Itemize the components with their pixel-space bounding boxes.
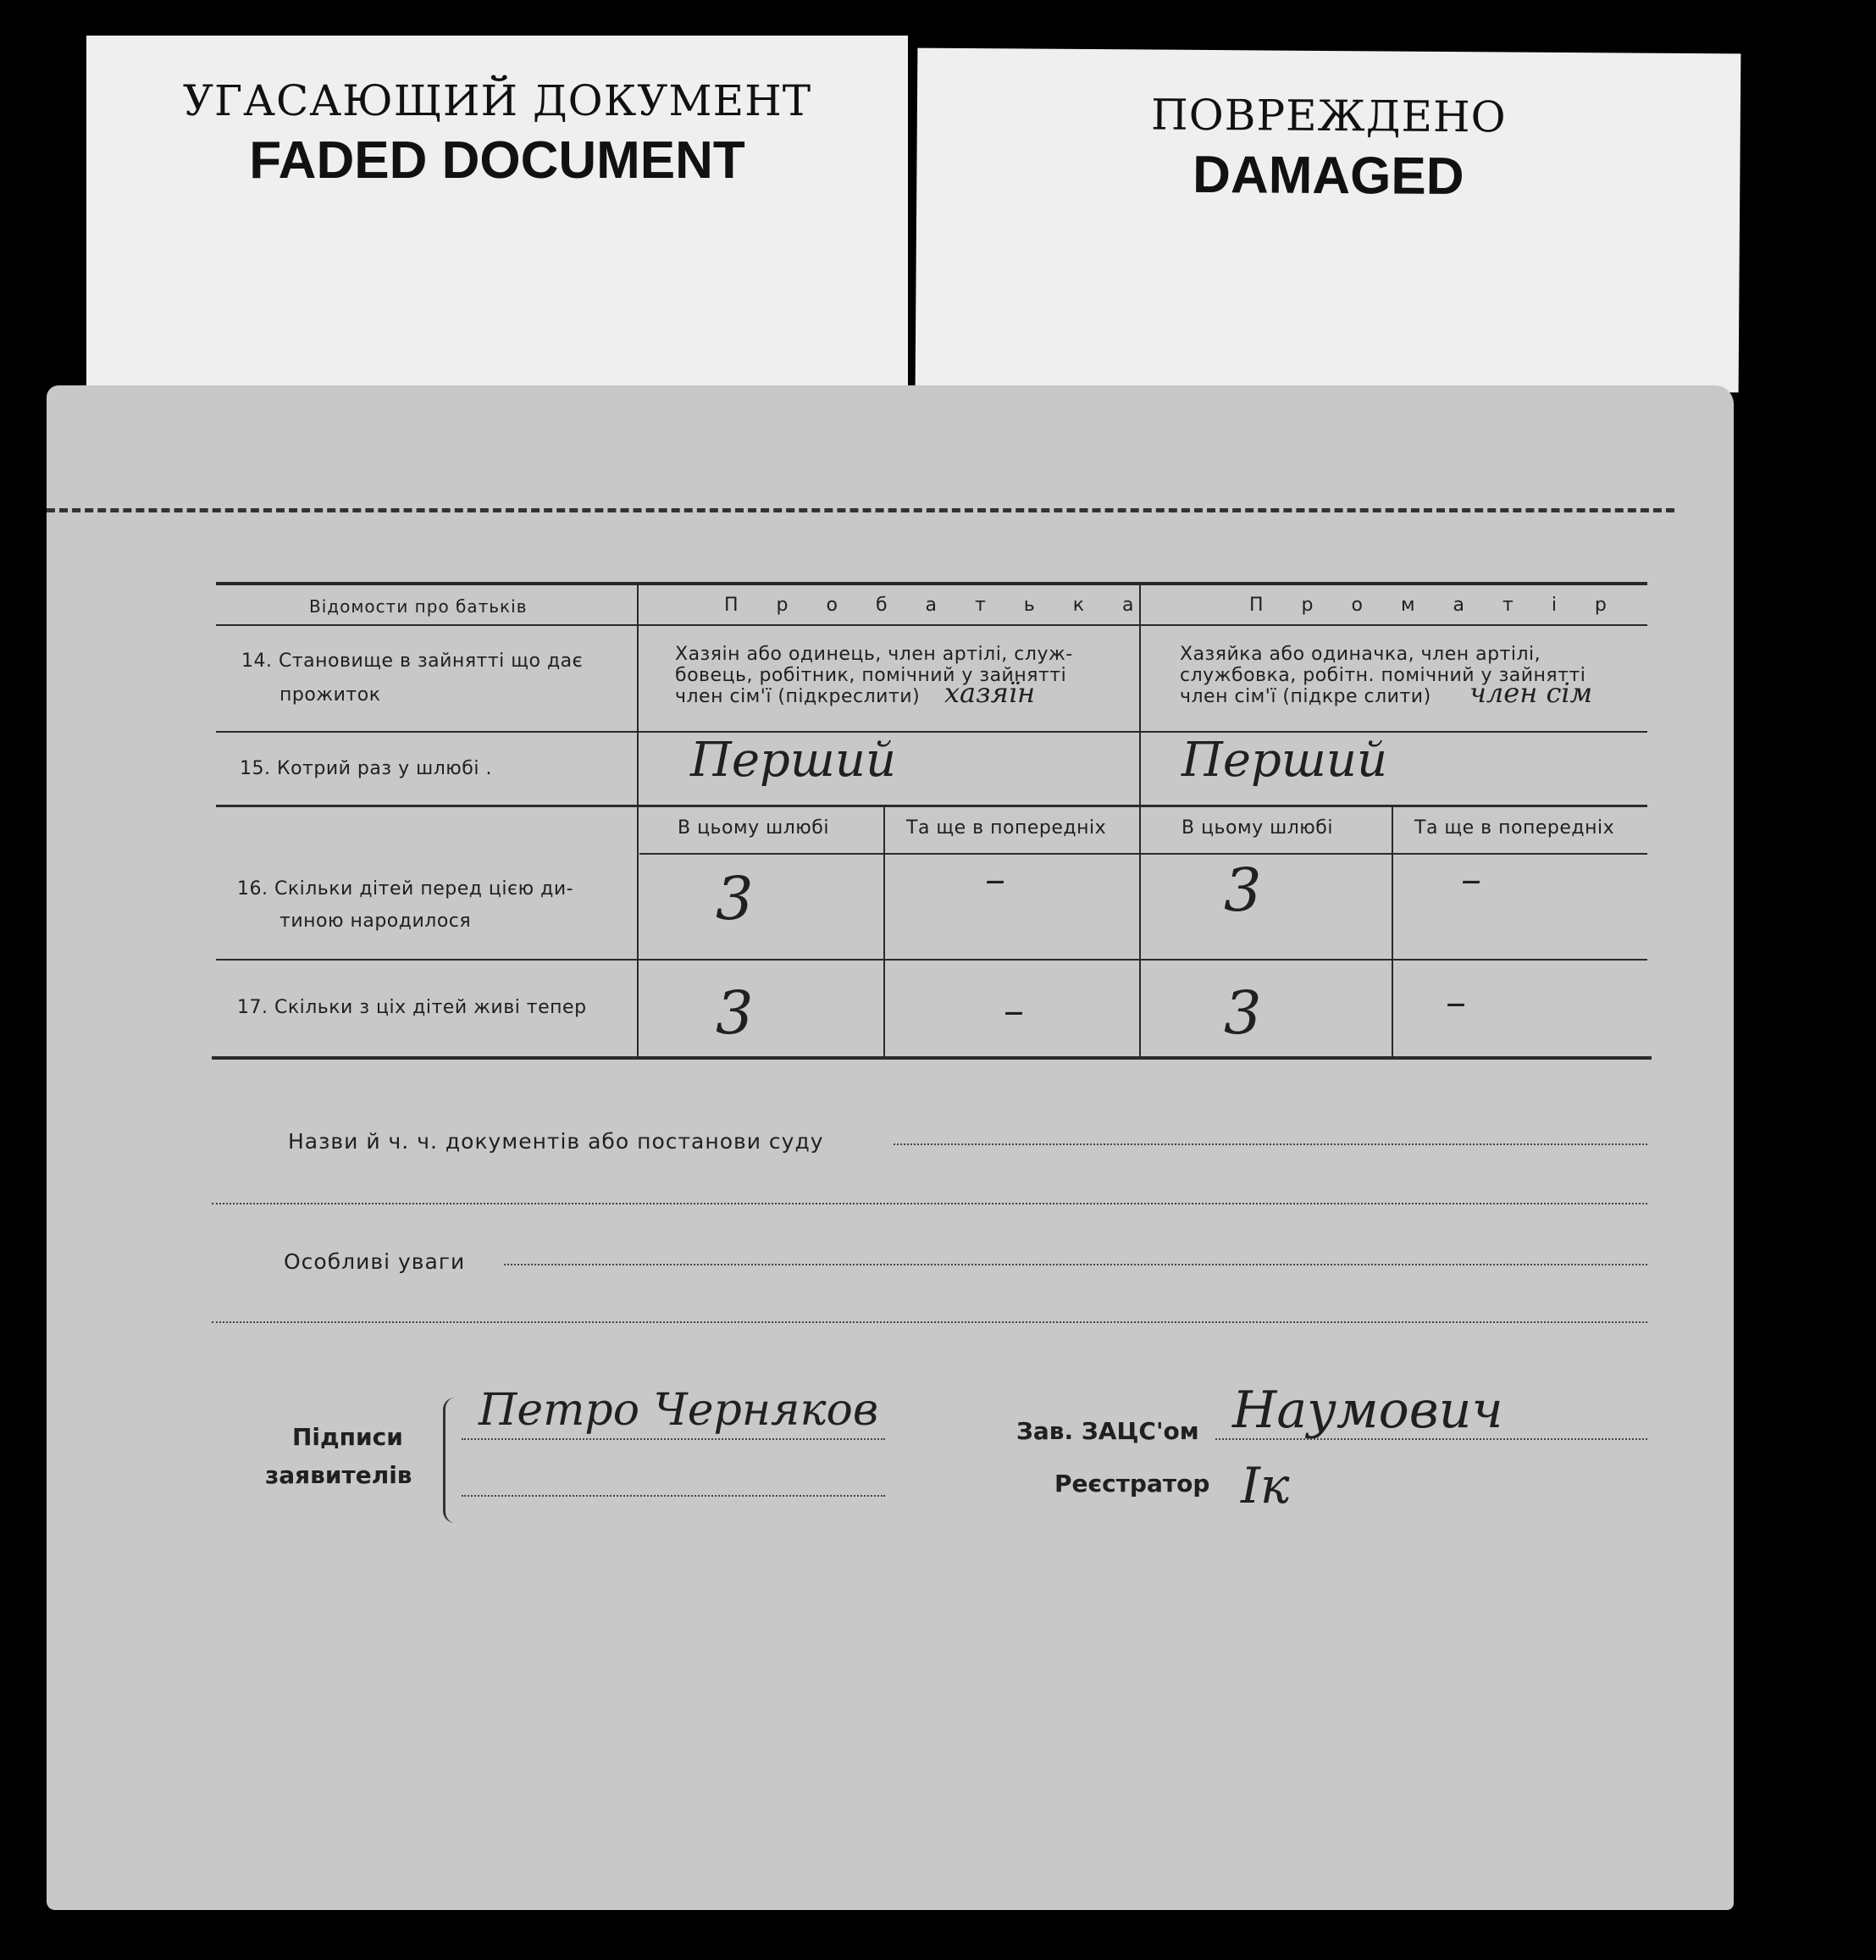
head-signature: Наумович [1232,1381,1503,1440]
row14-label-1: 14. Становище в зайнятті що дає [241,651,584,672]
table-bottom-rule [212,1056,1652,1060]
damaged-card [916,48,1741,393]
remarks-line-2 [212,1321,1647,1323]
row14-father-handwritten: хазяїн [944,677,1036,709]
head-label: Зав. ЗАЦС'ом [1016,1417,1199,1445]
documents-line-1 [894,1143,1647,1145]
row15-rule [216,805,1647,807]
row16-label-2: тиною народилося [279,911,472,932]
perforation-line [47,508,1674,512]
row15-father-handwritten: Перший [690,733,897,788]
row14-father-opts-3: член сім'ї (підкреслити) [675,686,921,707]
header-father: П р о б а т ь к а [724,595,1150,616]
applicant-line-1 [462,1438,885,1440]
row14-mother-opts-1: Хазяйка або одиначка, член артілі, [1180,644,1541,665]
row17-father-current: 3 [716,978,754,1048]
row14-rule [216,731,1647,733]
signatures-label-1: Підписи [292,1423,403,1451]
subheader-father-previous: Та ще в попередніх [906,817,1107,839]
row17-mother-previous: – [1446,978,1466,1026]
documents-line-2 [212,1203,1647,1204]
row16-mother-current: 3 [1224,855,1262,925]
row15-label: 15. Котрий раз у шлюбі . [240,758,492,779]
row16-rule [216,959,1647,961]
row17-mother-current: 3 [1224,978,1262,1048]
faded-document-card [86,36,908,391]
header-mother: П р о м а т і р [1249,595,1623,616]
applicant-signature: Петро Черняков [479,1385,879,1436]
document-sheet [47,385,1734,1910]
header-parents: Відомости про батьків [309,596,528,617]
damaged-label-ru: ПОВРЕЖДЕНО [1150,90,1507,142]
remarks-label: Особливі уваги [284,1249,466,1274]
applicant-line-2 [462,1495,885,1497]
col-divider-3 [883,807,885,1058]
row14-mother-handwritten: член сім [1469,677,1593,709]
row15-mother-handwritten: Перший [1181,733,1388,788]
row14-mother-opts-3: член сім'ї (підкре слити) [1180,686,1431,707]
row17-label: 17. Скільки з ціх дітей живі тепер [237,997,587,1018]
row16-mother-previous: – [1461,855,1481,903]
row14-label-2: прожиток [279,684,381,706]
row14-mother-opts-2: службовка, робітн. помічний у зайнятті [1180,665,1586,686]
row14-father-opts-2: бовець, робітник, помічний у зайнятті [675,665,1067,686]
head-line [1215,1438,1647,1440]
table-top-rule [216,582,1647,585]
col-divider-4 [1392,807,1393,1058]
subheader-mother-current: В цьому шлюбі [1181,817,1333,839]
col-divider-1 [637,584,639,1058]
subheader-rule [639,853,1647,855]
subheader-mother-previous: Та ще в попередніх [1414,817,1615,839]
faded-label-en: FADED DOCUMENT [249,131,745,190]
remarks-line-1 [504,1264,1647,1265]
registrar-label: Реєстратор [1054,1470,1210,1498]
row16-father-previous: – [985,855,1005,903]
row14-father-opts-1: Хазяін або одинець, член артілі, служ- [675,644,1073,665]
registrar-signature: Ік [1241,1457,1290,1514]
row16-label-1: 16. Скільки дітей перед цією ди- [237,878,574,900]
row16-father-current: 3 [716,864,754,933]
faded-label-ru: УГАСАЮЩИЙ ДОКУМЕНТ [182,76,812,125]
header-rule [216,624,1647,626]
row17-father-previous: – [1004,987,1024,1034]
damaged-label-en: DAMAGED [1192,145,1464,207]
signatures-label-2: заявителів [265,1461,412,1489]
subheader-father-current: В цьому шлюбі [678,817,829,839]
col-divider-2 [1139,584,1141,1058]
documents-label: Назви й ч. ч. документів або постанови суду [288,1129,824,1154]
signatures-brace [443,1398,459,1523]
